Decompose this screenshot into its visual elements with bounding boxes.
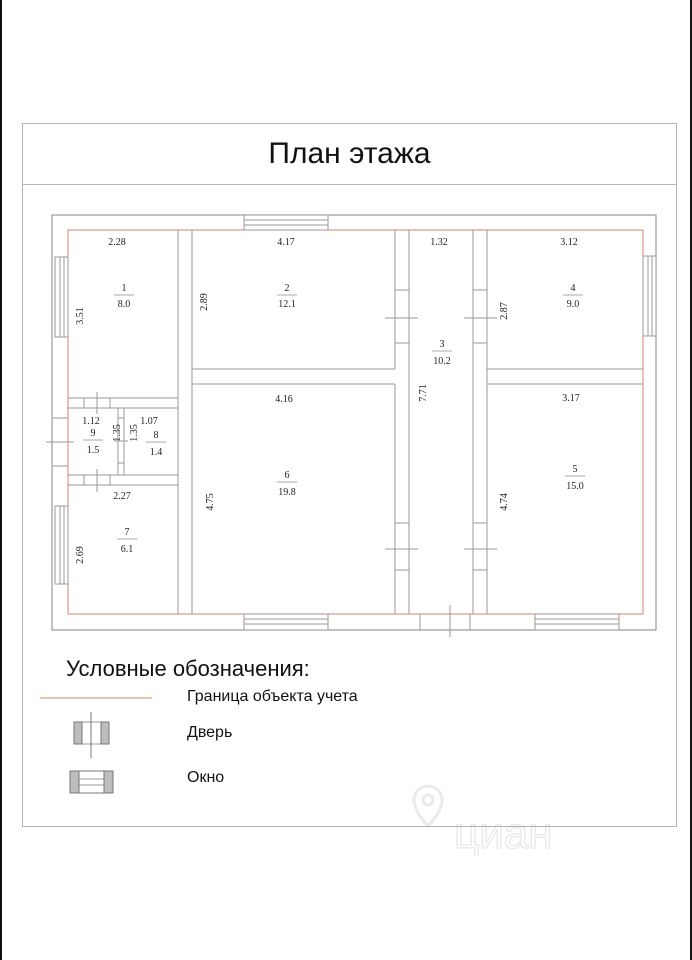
- window-bottom-right: [535, 614, 619, 630]
- room-label-3: [432, 339, 452, 367]
- room-number: 3: [439, 339, 445, 350]
- room-area: 10.2: [433, 356, 451, 367]
- dimension-label: 2.27: [113, 491, 131, 502]
- room-area: 9.0: [566, 299, 580, 310]
- watermark-text: циан: [454, 809, 553, 856]
- room-number: 2: [284, 283, 290, 294]
- dimension-label: 3.51: [75, 307, 86, 325]
- dimension-label: 1.35: [129, 424, 140, 442]
- dimension-label: 2.28: [108, 237, 126, 248]
- dimension-label: 1.12: [82, 416, 100, 427]
- room-area: 19.8: [278, 487, 296, 498]
- room-area: 6.1: [120, 544, 134, 555]
- room-number: 4: [570, 283, 576, 294]
- room-area: 1.5: [86, 445, 100, 456]
- window-top: [244, 215, 328, 230]
- legend-window-symbol: [70, 771, 113, 793]
- dimension-label: 2.69: [75, 546, 86, 564]
- dimension-label: 1.07: [140, 416, 158, 427]
- door-room5: [464, 523, 497, 570]
- legend-window-label: Окно: [187, 769, 225, 786]
- legend-door-label: Дверь: [187, 724, 233, 741]
- door-room7: [84, 469, 110, 492]
- dimension-label: 3.12: [560, 237, 578, 248]
- room-number: 1: [121, 283, 127, 294]
- dimension-label: 4.16: [275, 394, 293, 405]
- dimension-label: 4.75: [205, 493, 216, 511]
- room-label-7: [117, 527, 137, 555]
- dimension-label: 1.35: [112, 424, 123, 442]
- dimension-label: 2.89: [199, 293, 210, 311]
- room-number: 7: [124, 527, 130, 538]
- legend-boundary-label: Граница объекта учета: [187, 688, 358, 705]
- room-label-4: [563, 283, 583, 310]
- room-number: 6: [284, 470, 290, 481]
- legend-title: Условные обозначения:: [66, 656, 310, 681]
- room-area: 8.0: [117, 299, 131, 310]
- door-room4: [464, 290, 497, 343]
- room-label-6: [277, 470, 297, 498]
- window-bottom-left: [244, 614, 328, 630]
- room-area: 1.4: [149, 447, 163, 458]
- legend-door-symbol: [74, 712, 109, 758]
- window-left-lower: [55, 506, 68, 584]
- dimension-label: 4.74: [499, 493, 510, 511]
- room-label-9: [83, 428, 103, 456]
- door-entrance: [420, 605, 470, 637]
- dimension-label: 3.17: [562, 393, 580, 404]
- window-right: [643, 256, 656, 336]
- room-number: 9: [90, 428, 96, 439]
- room-area: 15.0: [566, 481, 584, 492]
- room-label-5: [565, 464, 585, 492]
- room-area: 12.1: [278, 299, 296, 310]
- room-number: 5: [572, 464, 578, 475]
- plan-title: План этажа: [268, 137, 431, 170]
- cian-watermark-logo: [392, 776, 622, 856]
- door-room9: [84, 392, 110, 414]
- dimension-label: 4.17: [277, 237, 295, 248]
- door-room9-outer: [46, 418, 74, 466]
- room-label-2: [277, 283, 297, 310]
- room-number: 8: [153, 430, 159, 441]
- door-room2: [385, 290, 418, 343]
- room-label-8: [146, 430, 166, 458]
- room-label-1: [114, 283, 134, 310]
- dimension-label: 1.32: [430, 237, 448, 248]
- door-room6: [385, 523, 418, 570]
- window-left-upper: [55, 257, 68, 337]
- dimension-label: 7.71: [418, 384, 429, 402]
- dimension-label: 2.87: [499, 302, 510, 320]
- doors: [46, 290, 497, 637]
